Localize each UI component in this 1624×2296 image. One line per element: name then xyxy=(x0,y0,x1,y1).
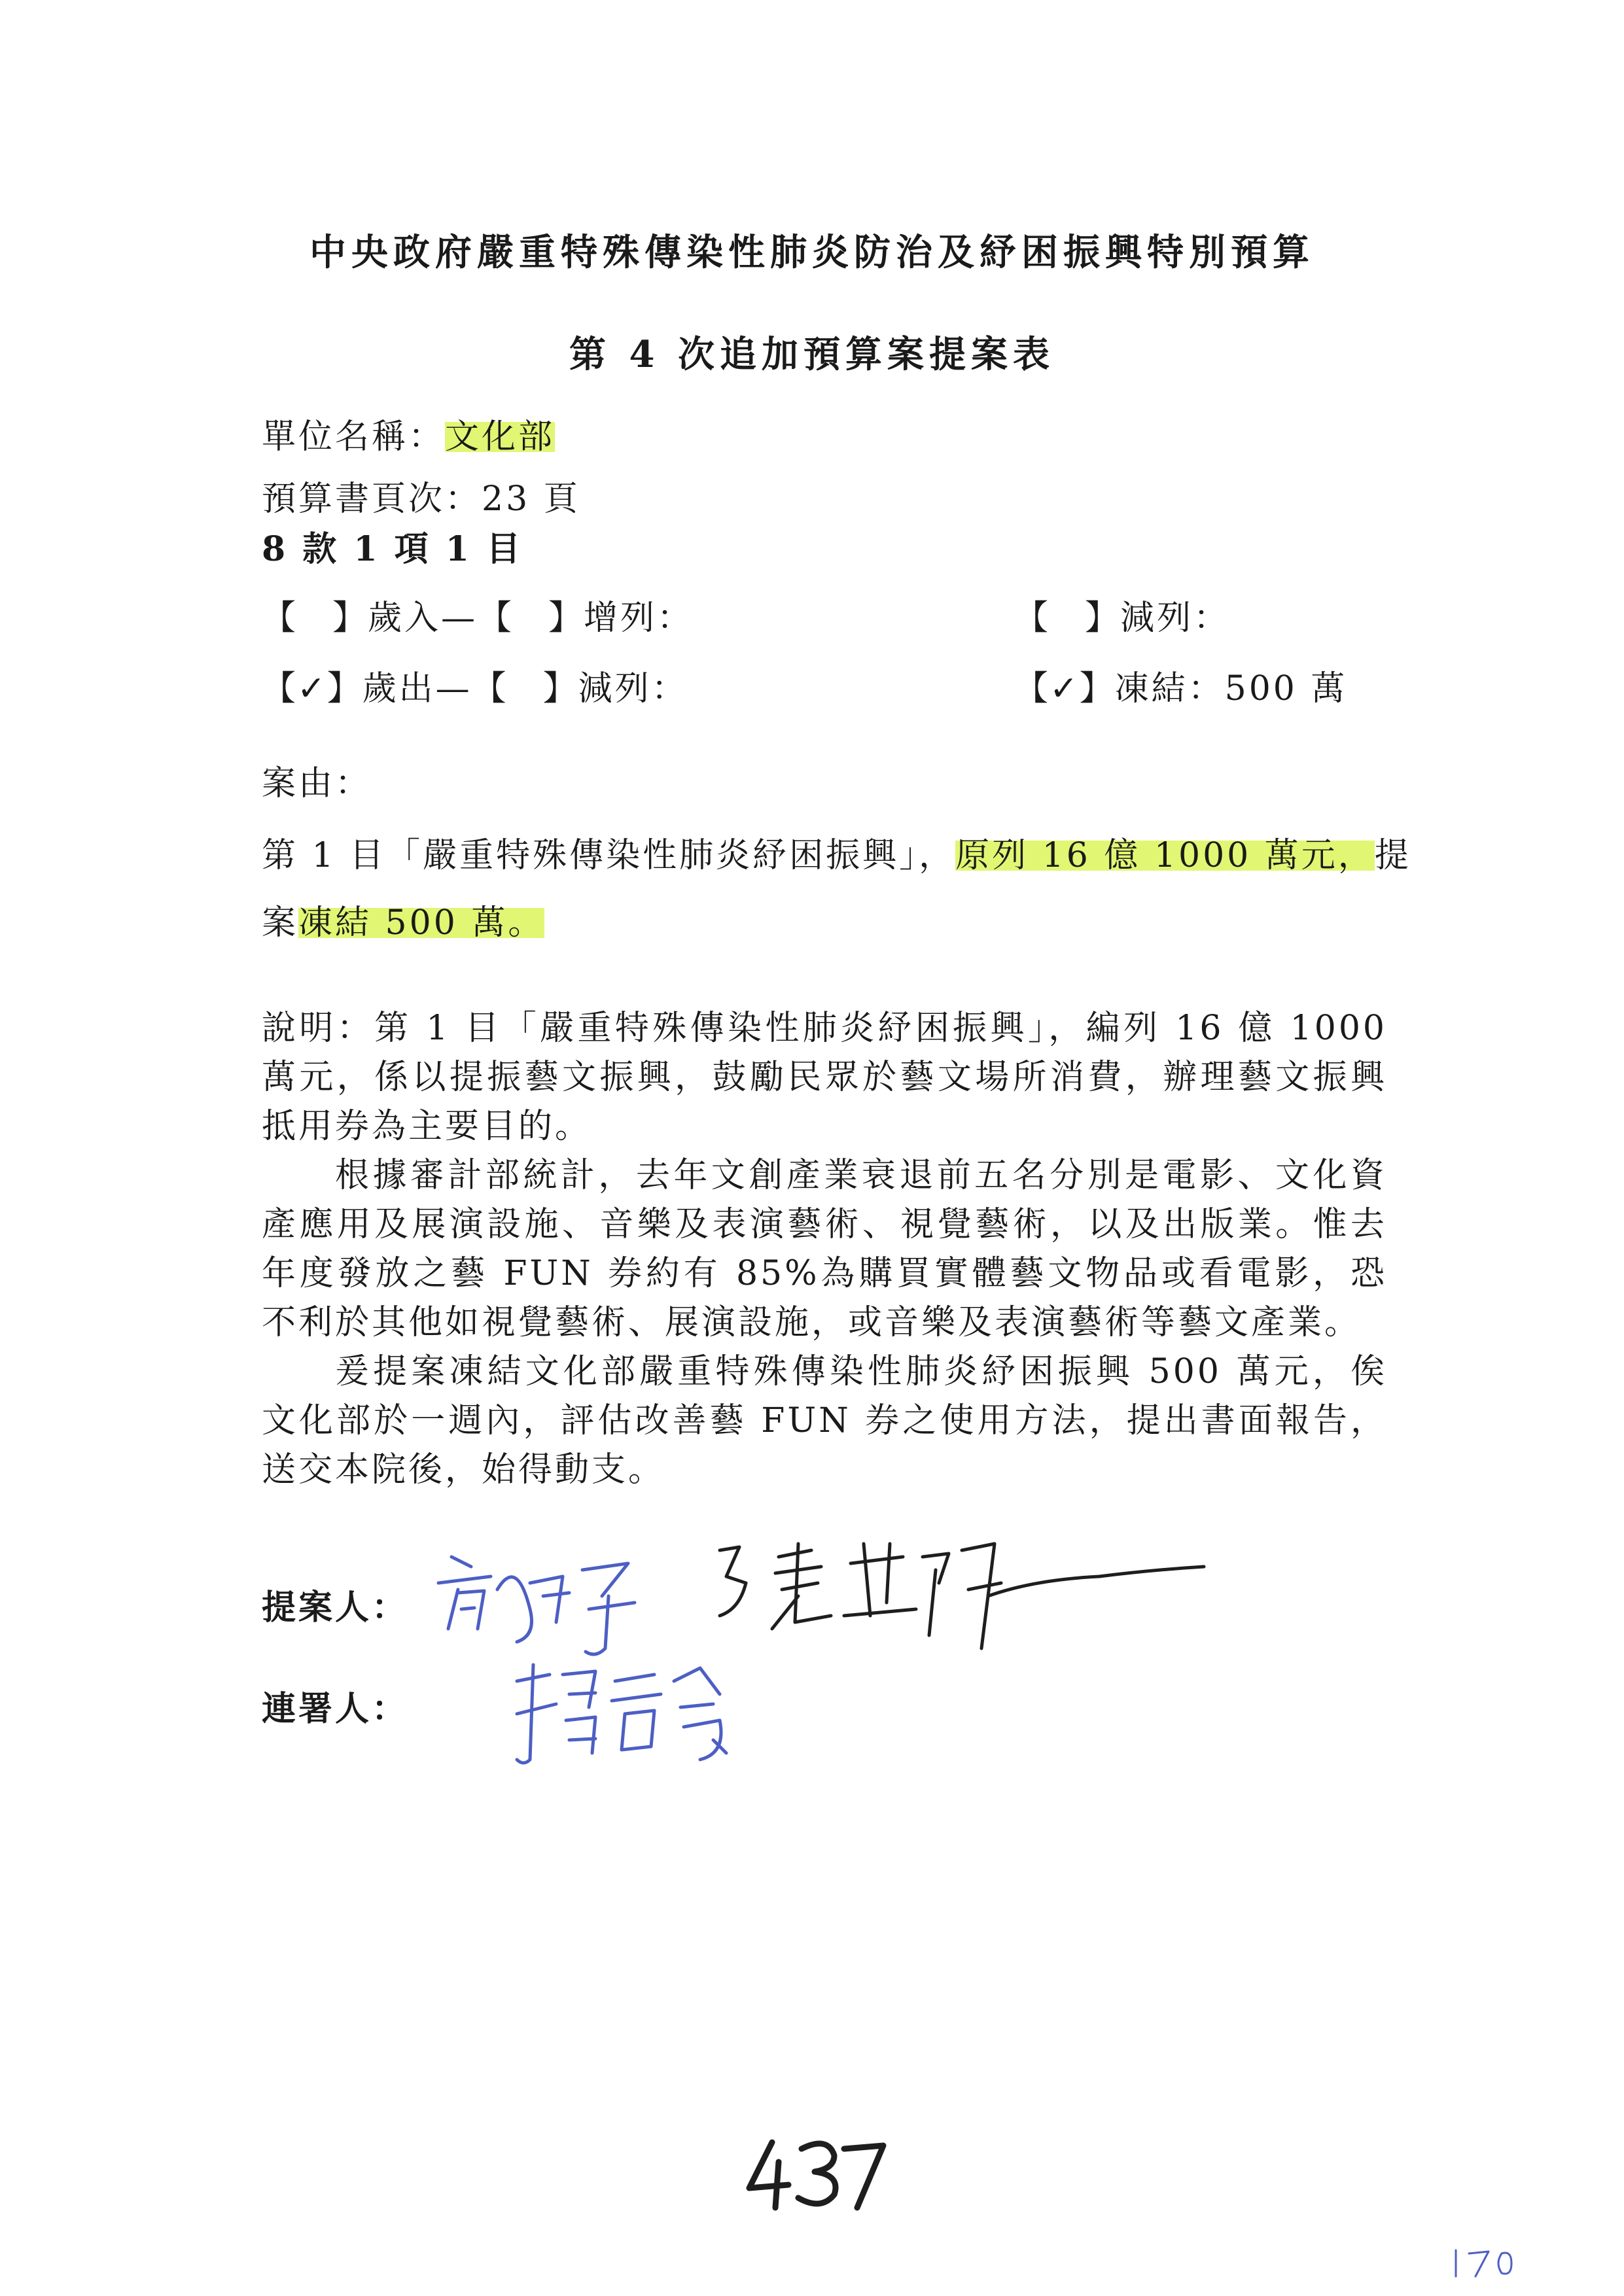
explanation-block xyxy=(262,1004,1387,1495)
expense-check-mark: ✓ xyxy=(297,669,327,708)
unit-value: 文化部 xyxy=(445,417,556,457)
explanation-paragraph-3: 爰提案凍結文化部嚴重特殊傳染性肺炎紓困振興 500 萬元，俟文化部於一週內，評估改善藝 FUN 券之使用方法，提出書面報告，送交本院後，始得動支。 xyxy=(262,1352,1387,1489)
handwritten-corner-number xyxy=(1446,2244,1525,2283)
budget-section: 8 款 1 項 1 目 xyxy=(262,529,523,569)
unit-row xyxy=(262,409,555,458)
document-title: 中央政府嚴重特殊傳染性肺炎防治及紓困振興特別預算 xyxy=(309,231,1315,274)
reduce-top-row xyxy=(1014,590,1230,639)
expense-label: 歲出— xyxy=(362,669,472,708)
cosigner-1-signature xyxy=(504,1655,752,1773)
unit-label: 單位名稱： xyxy=(262,417,446,457)
increase-checkbox: 【 】 xyxy=(478,599,584,638)
reduce-checkbox: 【 】 xyxy=(472,669,578,708)
proposer-2-signature xyxy=(707,1518,1217,1675)
revenue-checkbox: 【 】 xyxy=(262,599,368,638)
freeze-checkbox: 【✓】 xyxy=(1014,669,1115,708)
proposer-label: 提案人： xyxy=(262,1588,409,1627)
cosigner-label: 連署人： xyxy=(262,1689,409,1729)
proposer-1-signature xyxy=(432,1531,654,1661)
handwritten-page-number xyxy=(736,2129,893,2214)
explanation-paragraph-2: 根據審計部統計，去年文創產業衰退前五名分別是電影、文化資產應用及展演設施、音樂及表演藝術、視覺藝術，以及出版業。惟去年度發放之藝 FUN 券約有 85%為購買實體藝文物品或看電影，恐不利於其他如視覺藝術、展演設施，或音樂及表演藝術等藝文產業。 xyxy=(262,1156,1387,1342)
revenue-row xyxy=(262,590,694,639)
case-original-amount: 原列 16 億 1000 萬元， xyxy=(955,836,1375,875)
reduce-label: 減列： xyxy=(578,669,688,708)
case-line-2: 案凍結 500 萬。 xyxy=(262,903,545,943)
freeze-check-mark: ✓ xyxy=(1050,669,1080,708)
document-subtitle: 第 4 次追加預算案提案表 xyxy=(569,333,1055,376)
expense-checkbox: 【✓】 xyxy=(262,669,362,708)
expense-row xyxy=(262,661,688,710)
case-freeze-amount: 凍結 500 萬。 xyxy=(298,903,545,943)
case-label: 案由： xyxy=(262,764,372,803)
budget-page-reference: 預算書頁次：23 頁 xyxy=(262,479,580,519)
revenue-label: 歲入— xyxy=(368,599,478,638)
freeze-label: 凍結：500 萬 xyxy=(1114,669,1348,708)
reduce-top-checkbox: 【 】 xyxy=(1014,599,1121,638)
reduce-top-label: 減列： xyxy=(1120,599,1231,638)
case-line-1: 第 1 目「嚴重特殊傳染性肺炎紓困振興」，原列 16 億 1000 萬元，提 xyxy=(262,836,1411,875)
explanation-paragraph-1: 說明：第 1 目「嚴重特殊傳染性肺炎紓困振興」，編列 16 億 1000 萬元，係以提振藝文振興，鼓勵民眾於藝文場所消費，辦理藝文振興抵用券為主要目的。 xyxy=(262,1009,1387,1146)
increase-label: 增列： xyxy=(584,599,694,638)
freeze-row xyxy=(1014,661,1347,710)
